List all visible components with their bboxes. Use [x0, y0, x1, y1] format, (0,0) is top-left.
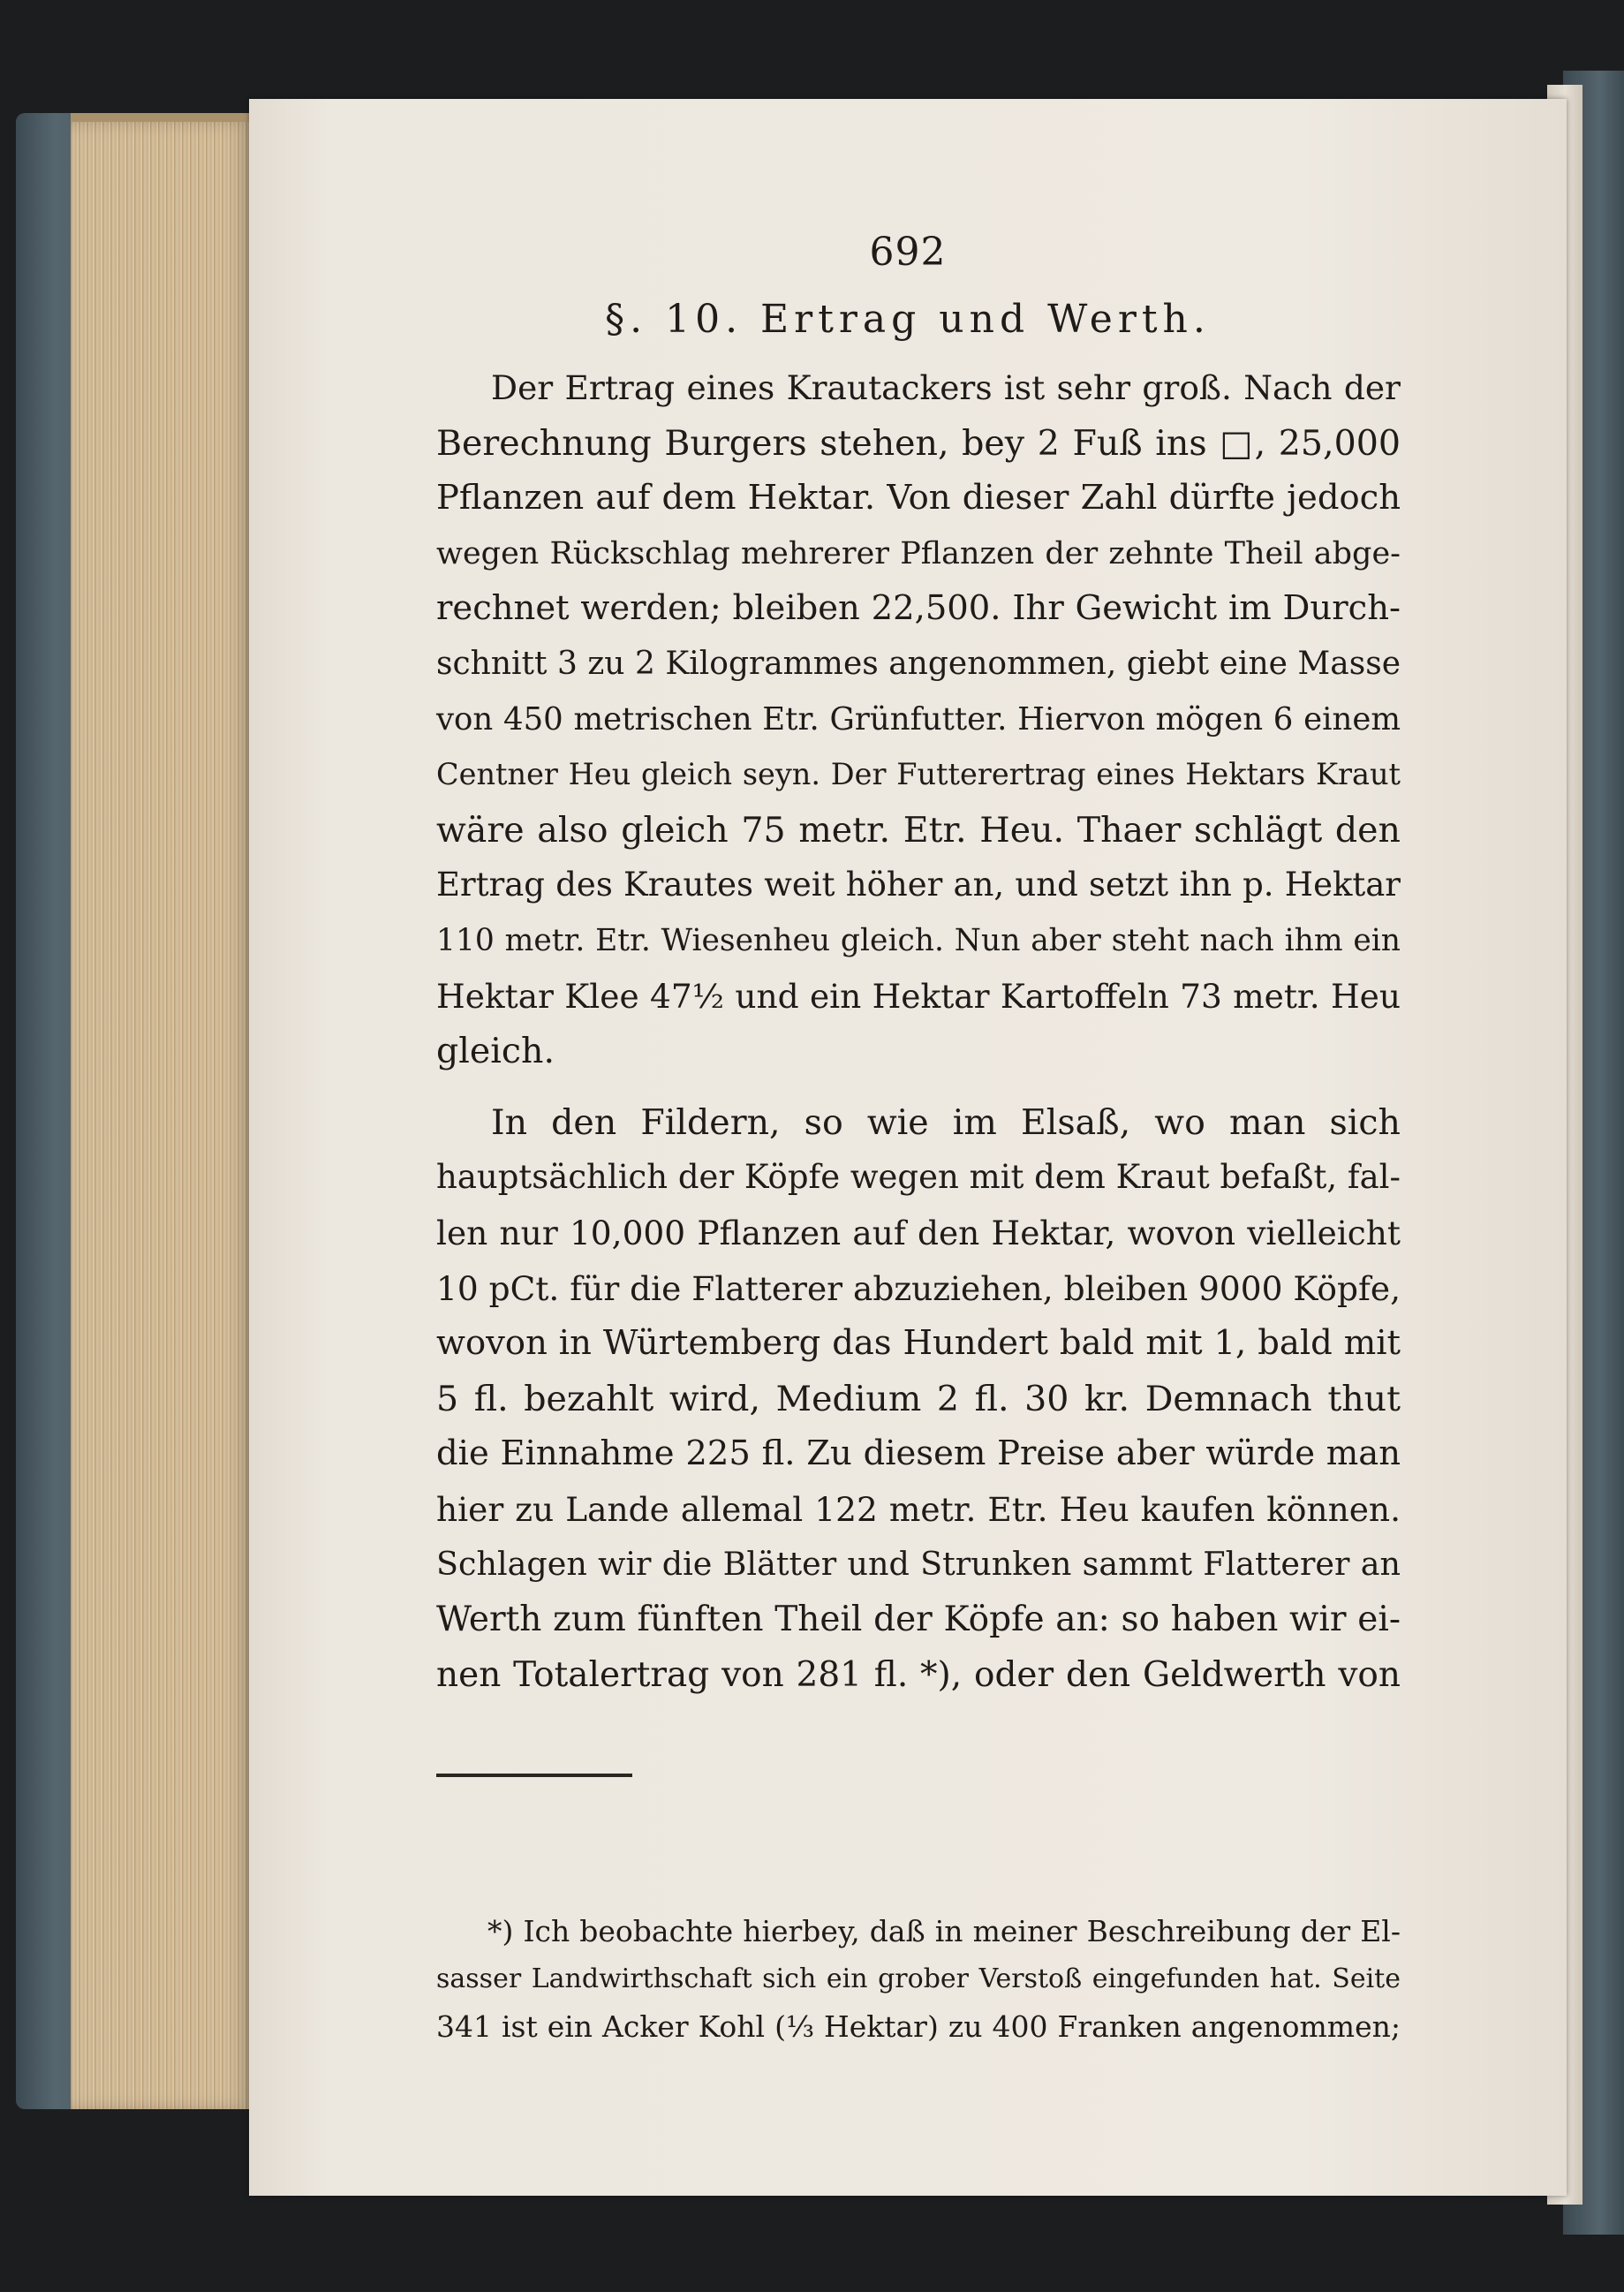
body-text [436, 360, 1401, 1703]
page-edges [71, 122, 252, 2109]
text-line: von 450 metrischen Etr. Grünfutter. Hiervon mögen 6 einem [436, 700, 1401, 738]
text-line: len nur 10,000 Pflanzen auf den Hektar, wovon vielleicht [436, 1213, 1401, 1252]
text-line: Der Ertrag eines Krautackers ist sehr groß. Nach der [491, 368, 1401, 407]
footnote [436, 1908, 1401, 2051]
text-line: schnitt 3 zu 2 Kilogrammes angenommen, giebt eine Masse [436, 645, 1401, 682]
footnote-line: sasser Landwirthschaft sich ein grober Verstoß eingefunden hat. Seite [436, 1963, 1401, 1994]
text-line: Werth zum fünften Theil der Köpfe an: so haben wir ei- [436, 1600, 1401, 1640]
text-line: wäre also gleich 75 metr. Etr. Heu. Thaer schlägt den [436, 809, 1401, 851]
text-line: Pflanzen auf dem Hektar. Von dieser Zahl dürfte jedoch [436, 478, 1401, 518]
text-line: Berechnung Burgers stehen, bey 2 Fuß ins □, 25,000 [436, 422, 1401, 464]
book-page [249, 99, 1567, 2196]
text-line: rechnet werden; bleiben 22,500. Ihr Gewicht im Durch- [436, 588, 1401, 629]
text-line: 10 pCt. für die Flatterer abzuziehen, bleiben 9000 Köpfe, [436, 1268, 1401, 1308]
text-line: Schlagen wir die Blätter und Strunken sammt Flatterer an [436, 1545, 1401, 1584]
text-line: Ertrag des Krautes weit höher an, und setzt ihn p. Hektar [436, 866, 1401, 904]
text-line: nen Totalertrag von 281 fl. *), oder den Geldwerth von [436, 1654, 1401, 1695]
text-line: 5 fl. bezahlt wird, Medium 2 fl. 30 kr. Demnach thut [436, 1378, 1401, 1419]
text-line: die Einnahme 225 fl. Zu diesem Preise aber würde man [436, 1433, 1401, 1474]
footnote-separator [436, 1774, 632, 1777]
paragraph-gap [436, 1079, 1401, 1095]
footnote-line: 341 ist ein Acker Kohl (⅓ Hektar) zu 400 Franken angenommen; [436, 2009, 1401, 2044]
text-line: Centner Heu gleich seyn. Der Futterertrag eines Hektars Kraut [436, 757, 1401, 792]
text-line: wegen Rückschlag mehrerer Pflanzen der zehnte Theil abge- [436, 535, 1401, 571]
page-number: 692 [869, 230, 947, 275]
text-line: 110 metr. Etr. Wiesenheu gleich. Nun aber steht nach ihm ein [436, 922, 1401, 958]
footnote-line: *) Ich beobachte hierbey, daß in meiner Beschreibung der El- [487, 1914, 1401, 1948]
paragraph-2 [436, 1095, 1401, 1704]
text-line: hauptsächlich der Köpfe wegen mit dem Kraut befaßt, fal- [436, 1158, 1401, 1197]
section-heading: §. 10. Ertrag und Werth. [605, 297, 1211, 342]
text-line: Hektar Klee 47½ und ein Hektar Kartoffeln 73 metr. Heu [436, 976, 1401, 1016]
text-line: In den Fildern, so wie im Elsaß, wo man sich [491, 1101, 1401, 1143]
text-line: hier zu Lande allemal 122 metr. Etr. Heu kaufen können. [436, 1489, 1401, 1529]
text-line: gleich. [436, 1031, 555, 1072]
text-line: wovon in Würtemberg das Hundert bald mit 1, bald mit [436, 1323, 1401, 1364]
paragraph-1 [436, 360, 1401, 1079]
